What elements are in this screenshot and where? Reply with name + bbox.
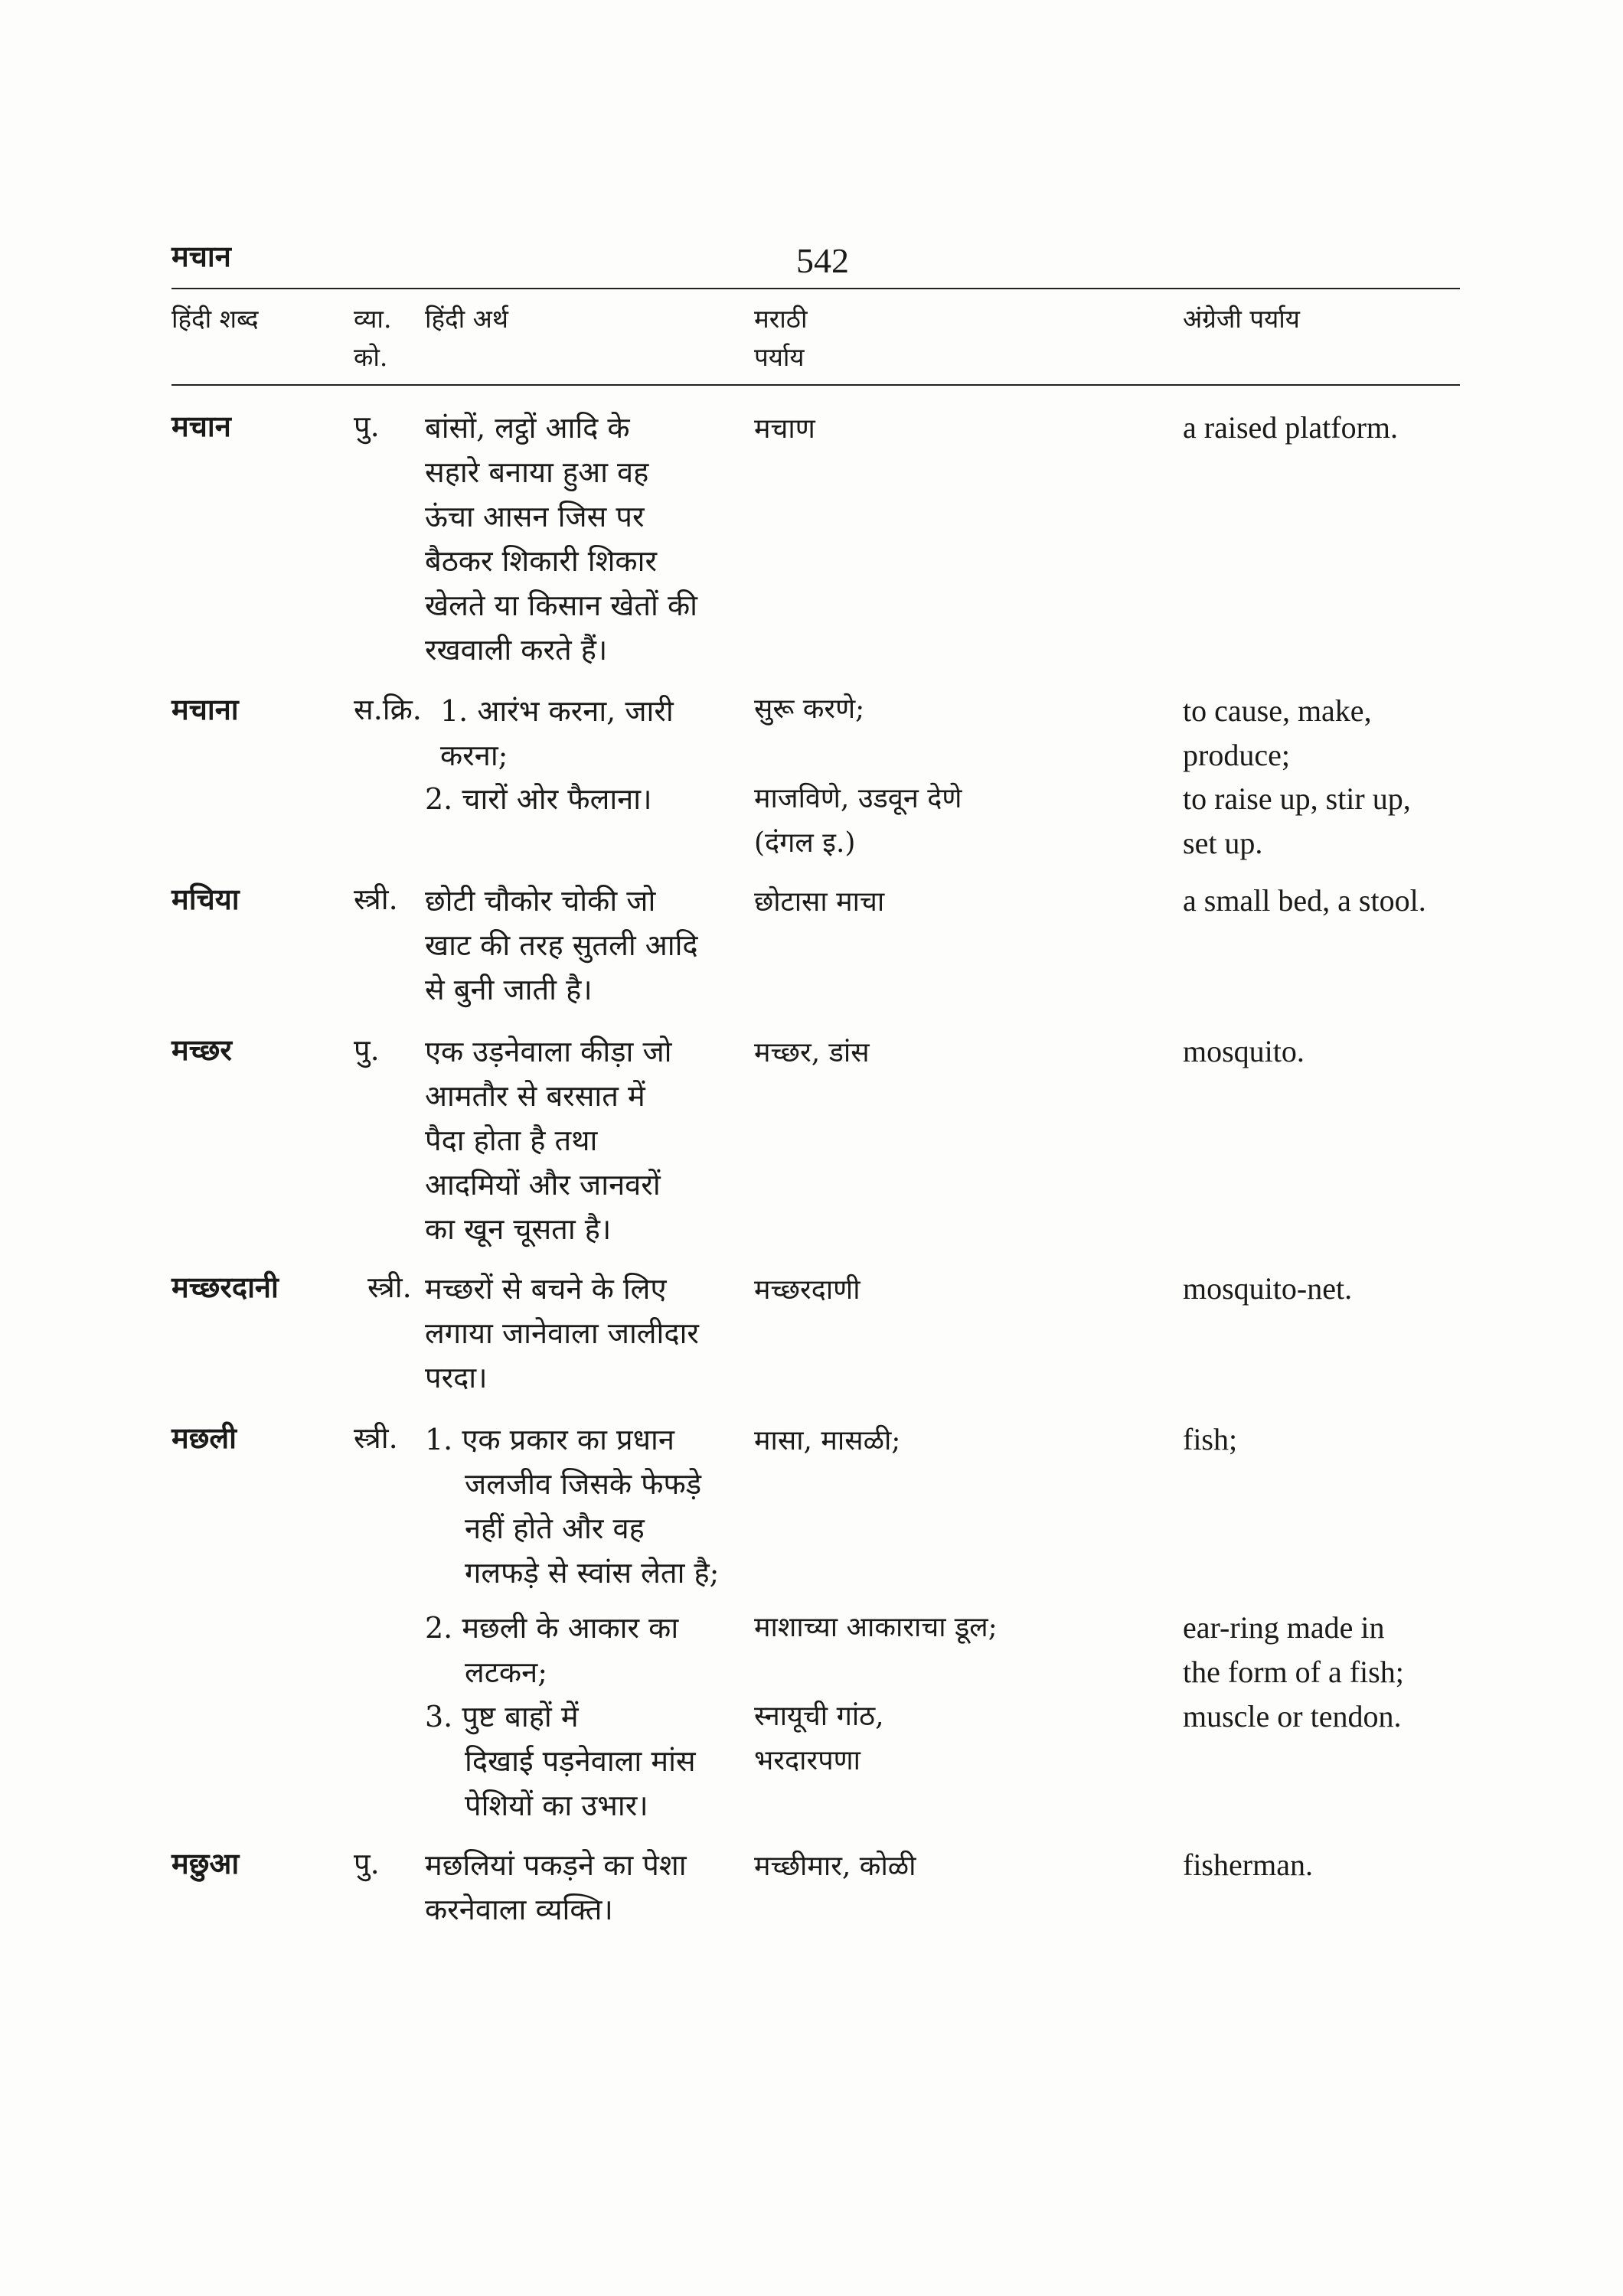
entry-marathi: स्नायूची गांठ, भरदारपणा [754,1701,884,1776]
entry-headword: मछली [171,1420,237,1455]
entry-marathi: मचाण [754,413,815,445]
column-header-english: अंग्रेजी पर्याय [1183,304,1300,334]
entry-english: mosquito. [1183,1034,1305,1068]
entry-hindi-meaning: 1. एक प्रकार का प्रधान जलजीव जिसके फेफड़े नहीं होते और वह गलफड़े से स्वांस लेता है; [425,1423,720,1590]
entry-english: a raised platform. [1183,410,1398,445]
entry-grammar: पु. [354,1033,380,1067]
entry-headword: मच्छर [171,1032,232,1067]
entry-english: fisherman. [1183,1848,1313,1882]
entry-grammar: पु. [354,409,380,443]
entry-english: mosquito-net. [1183,1271,1353,1306]
entry-hindi-meaning: 3. पुष्ट बाहों में दिखाई पड़नेवाला मांस पेशियों का उभार। [425,1700,696,1822]
entry-grammar: स्त्री. [354,1421,398,1455]
entry-marathi: सुरू करणे; [754,693,865,725]
column-header-headword: हिंदी शब्द [171,304,259,334]
entry-marathi: मच्छर, डांस [754,1037,870,1068]
entry-headword: मचिया [171,882,240,916]
entry-hindi-meaning: 1. आरंभ करना, जारी करना; [440,694,674,772]
entry-grammar: स्त्री. [354,882,398,916]
entry-marathi: छोटासा माचा [754,886,885,918]
entry-grammar: स्त्री. [367,1270,412,1304]
entry-hindi-meaning: 2. मछली के आकार का लटकन; [425,1611,679,1689]
entry-english: to raise up, stir up, set up. [1183,781,1411,860]
entry-hindi-meaning: छोटी चौकोर चोकी जो खाट की तरह सुतली आदि से बुनी जाती है। [425,884,698,1006]
entry-english: fish; [1183,1422,1238,1456]
entry-marathi: माशाच्या आकाराचा डूल; [754,1612,998,1643]
entry-hindi-meaning: 2. चारों ओर फैलाना। [425,782,652,816]
entry-marathi: माजविणे, उडवून देणे (दंगल इ.) [754,783,962,859]
entry-english: ear-ring made in the form of a fish; [1183,1610,1404,1689]
entry-grammar: पु. [354,1847,380,1880]
entry-marathi: मच्छीमार, कोळी [754,1851,916,1882]
header-bottom-rule [171,384,1460,386]
entry-marathi: मच्छरदाणी [754,1274,860,1306]
entry-english: a small bed, a stool. [1183,883,1426,918]
entry-grammar: स.क्रि. [354,693,422,726]
entry-hindi-meaning: मछलियां पकड़ने का पेशा करनेवाला व्यक्ति। [425,1848,687,1926]
column-header-hindi-meaning: हिंदी अर्थ [425,304,508,334]
entry-headword: मच्छरदानी [171,1270,279,1304]
entry-english: to cause, make, produce; [1183,693,1372,772]
column-header-grammar: व्या. को. [354,304,392,372]
running-head: मचान [171,239,231,273]
header-top-rule [171,288,1460,289]
entry-hindi-meaning: एक उड़नेवाला कीड़ा जो आमतौर से बरसात में पैदा होता है तथा आदमियों और जानवरों का खून चूसता है। [425,1035,672,1246]
page-number: 542 [796,241,849,280]
entry-hindi-meaning: मच्छरों से बचने के लिए लगाया जानेवाला जालीदार परदा। [425,1272,699,1394]
entry-headword: मचान [171,409,231,443]
column-header-marathi: मराठी पर्याय [754,304,808,372]
entry-hindi-meaning: बांसों, लट्ठों आदि के सहारे बनाया हुआ वह ऊंचा आसन जिस पर बैठकर शिकारी शिकार खेलते या किसान खेतों की रखवाली करते हैं। [425,411,697,667]
entry-headword: मछुआ [171,1846,240,1880]
entry-english: muscle or tendon. [1183,1699,1402,1733]
entry-marathi: मासा, मासळी; [754,1425,901,1456]
entry-headword: मचाना [171,692,239,726]
